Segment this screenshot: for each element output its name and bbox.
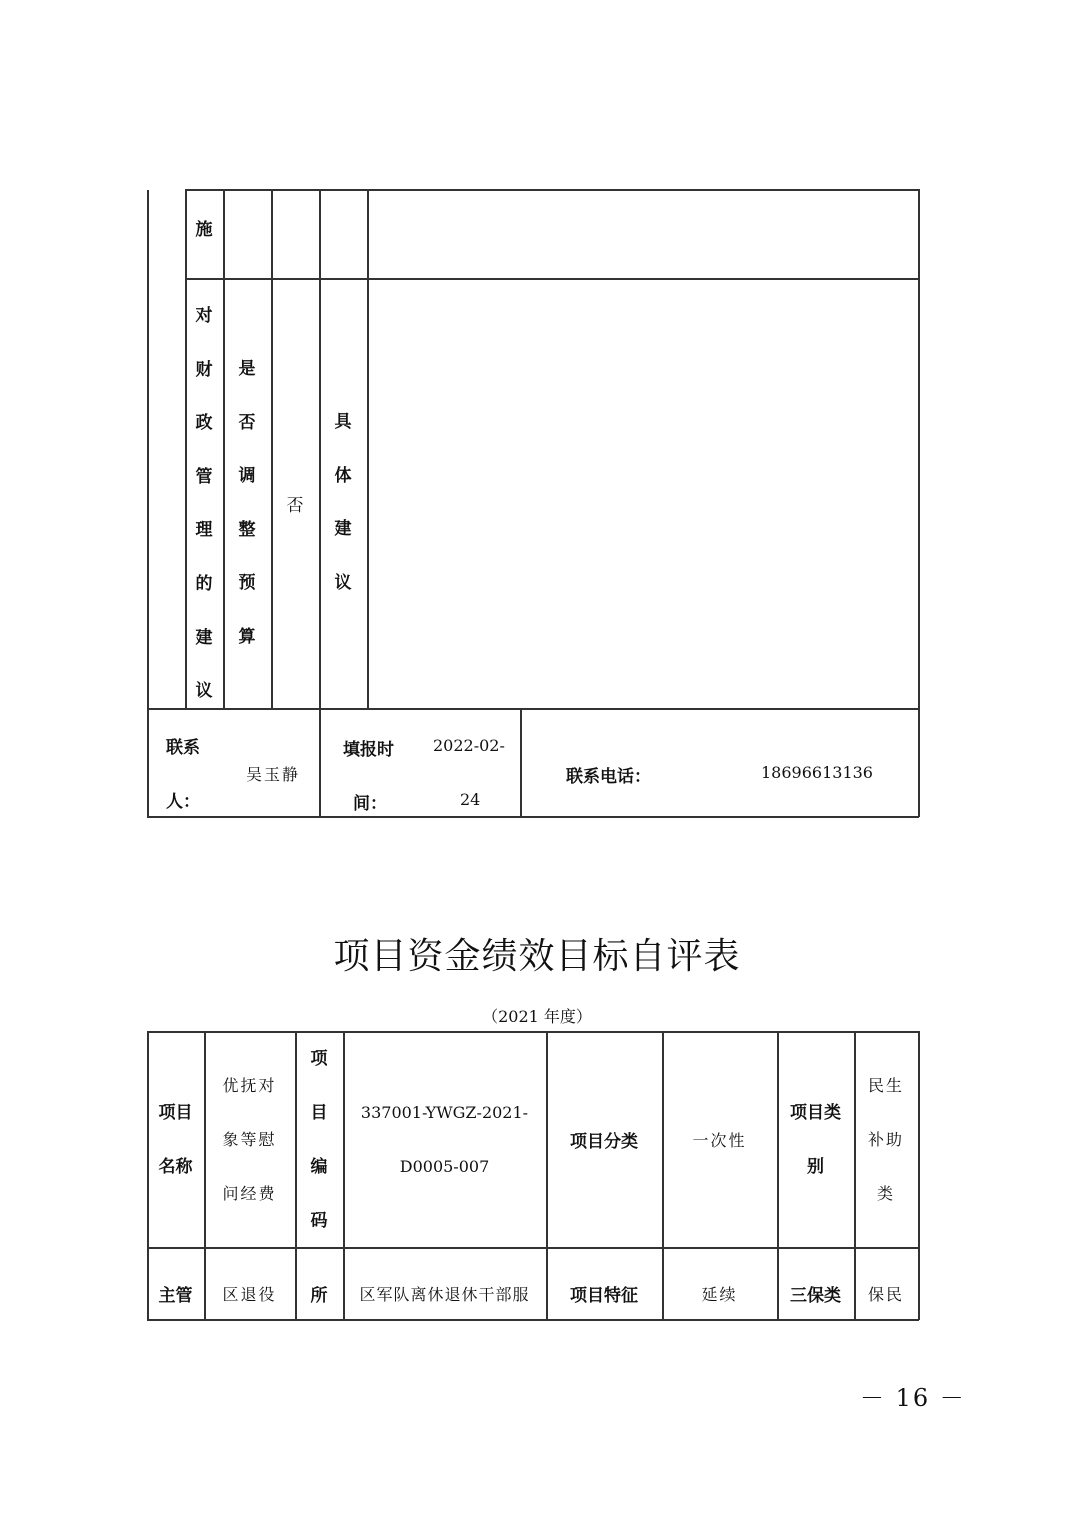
three-guarantee-value: 保民 bbox=[867, 1284, 904, 1304]
fill-time-label-2: 间： bbox=[353, 794, 387, 814]
phone-label: 联系电话： bbox=[566, 767, 651, 787]
project-name-label: 项目 名称 bbox=[158, 1102, 193, 1177]
table-border-bottom bbox=[147, 816, 919, 818]
specific-suggestion-label: 具 体 建 议 bbox=[334, 412, 352, 593]
fill-time-value-2: 24 bbox=[460, 790, 481, 809]
adjust-budget-question: 是 否 调 整 预 算 bbox=[238, 359, 256, 647]
project-category-label: 项目分类 bbox=[570, 1132, 638, 1152]
unit-value: 区军队离休退休干部服 bbox=[359, 1284, 530, 1304]
contact-label: 联系 bbox=[166, 738, 200, 758]
project-category-value: 一次性 bbox=[692, 1131, 747, 1150]
adjust-budget-answer: 否 bbox=[286, 495, 304, 516]
table-border-right bbox=[918, 189, 920, 817]
fill-time-value: 2022-02- bbox=[433, 736, 505, 755]
page-number: － 16 － bbox=[860, 1384, 966, 1412]
three-guarantee-label: 三保类 bbox=[790, 1285, 841, 1306]
table-border-top bbox=[185, 189, 919, 191]
feature-label: 项目特征 bbox=[570, 1285, 638, 1306]
unit-label: 所 bbox=[310, 1285, 328, 1306]
table-border-left-stub bbox=[147, 190, 149, 816]
fill-time-label: 填报时 bbox=[343, 740, 394, 760]
contact-label-2: 人： bbox=[166, 792, 200, 812]
feature-value: 延续 bbox=[701, 1284, 738, 1304]
specific-suggestion-value bbox=[369, 280, 917, 707]
dept-value: 区退役 bbox=[222, 1284, 277, 1304]
project-name-value: 优抚对 象等慰 问经费 bbox=[222, 1075, 277, 1203]
project-type-value: 民生 补助 类 bbox=[867, 1075, 904, 1203]
project-code-value: 337001-YWGZ-2021- D0005-007 bbox=[360, 1102, 529, 1176]
project-code-label: 项 目 编 码 bbox=[310, 1048, 328, 1231]
table-col-divider bbox=[520, 708, 522, 817]
finance-suggestion-label: 对 财 政 管 理 的 建 议 bbox=[195, 306, 213, 702]
info-table-border-right bbox=[918, 1031, 920, 1320]
page-title: 项目资金绩效目标自评表 bbox=[333, 936, 741, 977]
table-row-divider bbox=[147, 708, 919, 710]
row-label-shi: 施 bbox=[195, 219, 213, 240]
project-type-label: 项目类 别 bbox=[790, 1102, 841, 1177]
phone-value: 18696613136 bbox=[761, 763, 873, 782]
dept-label: 主管 bbox=[158, 1285, 193, 1306]
contact-name: 吴玉静 bbox=[246, 765, 301, 784]
fiscal-year-subtitle: （2021 年度） bbox=[482, 1007, 592, 1026]
